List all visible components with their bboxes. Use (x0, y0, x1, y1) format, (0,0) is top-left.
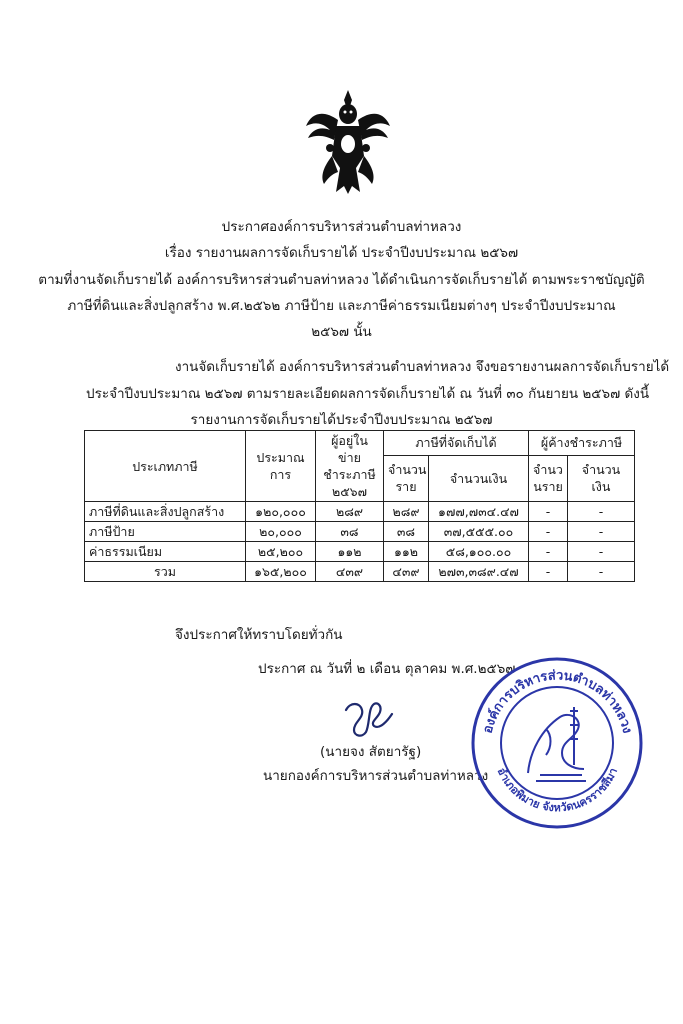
cell-payers: ๓๘ (316, 522, 384, 542)
seal-bottom-text: อำเภอพิมาย จังหวัดนครราชสีมา (494, 765, 621, 815)
cell-tax-type: ภาษีที่ดินและสิ่งปลูกสร้าง (85, 502, 246, 522)
announcement-date: ประกาศ ณ วันที่ ๒ เดือน ตุลาคม พ.ศ.๒๕๖๗ (258, 661, 516, 677)
header-payers: ผู้อยู่ในข่าย ชำระภาษี ๒๕๖๗ (316, 431, 384, 502)
signer-name: (นายจง สัตยารัฐ) (320, 744, 422, 760)
seal-emblem-icon (528, 707, 586, 781)
table-row (85, 542, 635, 562)
cell-count: ๓๘ (384, 522, 429, 542)
table-row (85, 522, 635, 542)
cell-count: ๒๘๙ (384, 502, 429, 522)
table-total-row (85, 562, 635, 582)
cell-total-out-amount: - (568, 562, 635, 582)
cell-payers: ๒๘๙ (316, 502, 384, 522)
seal-top-text: องค์การบริหารส่วนตำบลท่าหลวง (480, 668, 635, 735)
cell-amount: ๑๗๗,๗๓๔.๔๗ (429, 502, 529, 522)
garuda-emblem (300, 86, 396, 198)
header-collected-count: จำนวน ราย (384, 455, 429, 501)
cell-tax-type: ภาษีป้าย (85, 522, 246, 542)
cell-tax-type: ค่าธรรมเนียม (85, 542, 246, 562)
signature (340, 696, 396, 740)
revenue-table (84, 430, 635, 582)
table-row (85, 502, 635, 522)
cell-estimate: ๒๐,๐๐๐ (246, 522, 316, 542)
cell-out-amount: - (568, 502, 635, 522)
header-outstanding-amount: จำนวน เงิน (568, 455, 635, 501)
header-collected-amount: จำนวนเงิน (429, 455, 529, 501)
cell-total-estimate: ๑๖๕,๒๐๐ (246, 562, 316, 582)
cell-out-amount: - (568, 522, 635, 542)
cell-estimate: ๑๒๐,๐๐๐ (246, 502, 316, 522)
svg-text:อำเภอพิมาย จังหวัดนครราชสีมา (495, 766, 620, 815)
header-outstanding: ผู้ค้างชำระภาษี (529, 431, 635, 456)
cell-amount: ๓๗,๕๕๕.๐๐ (429, 522, 529, 542)
official-seal (470, 655, 645, 830)
intro-line-3: ๒๕๖๗ นั้น (311, 324, 372, 340)
cell-amount: ๕๘,๑๐๐.๐๐ (429, 542, 529, 562)
cell-out-count: - (529, 502, 568, 522)
header-tax-type: ประเภทภาษี (85, 431, 246, 502)
cell-total-out-count: - (529, 562, 568, 582)
header-estimate: ประมาณ การ (246, 431, 316, 502)
body-paragraph-line-2: ประจำปีงบประมาณ ๒๕๖๗ ตามรายละเอียดผลการจัดเก็บรายได้ ณ วันที่ ๓๐ กันยายน ๒๕๖๗ ดังนี้ (86, 386, 650, 402)
header-collected: ภาษีที่จัดเก็บได้ (384, 431, 529, 456)
announcement-subject: เรื่อง รายงานผลการจัดเก็บรายได้ ประจำปีงบประมาณ ๒๕๖๗ (164, 245, 519, 261)
cell-count: ๑๑๒ (384, 542, 429, 562)
cell-payers: ๑๑๒ (316, 542, 384, 562)
intro-line-2: ภาษีที่ดินและสิ่งปลูกสร้าง พ.ศ.๒๕๖๒ ภาษีป้าย และภาษีค่าธรรมเนียมต่างๆ ประจำปีงบประมาณ (67, 298, 616, 314)
intro-line-1: ตามที่งานจัดเก็บรายได้ องค์การบริหารส่วนตำบลท่าหลวง ได้ดำเนินการจัดเก็บรายได้ ตามพระราชบัญญัติ (38, 272, 645, 288)
cell-out-count: - (529, 522, 568, 542)
announcement-title: ประกาศองค์การบริหารส่วนตำบลท่าหลวง (221, 219, 462, 235)
cell-estimate: ๒๕,๒๐๐ (246, 542, 316, 562)
cell-total-amount: ๒๗๓,๓๘๙.๔๗ (429, 562, 529, 582)
cell-total-payers: ๔๓๙ (316, 562, 384, 582)
cell-out-amount: - (568, 542, 635, 562)
cell-total-count: ๔๓๙ (384, 562, 429, 582)
cell-out-count: - (529, 542, 568, 562)
header-outstanding-count: จำนว นราย (529, 455, 568, 501)
table-caption: รายงานการจัดเก็บรายได้ประจำปีงบประมาณ ๒๕๖๗ (190, 412, 493, 428)
table-header-row (85, 431, 635, 456)
body-paragraph-line-1: งานจัดเก็บรายได้ องค์การบริหารส่วนตำบลท่าหลวง จึงขอรายงานผลการจัดเก็บรายได้ (175, 359, 670, 375)
announce-text: จึงประกาศให้ทราบโดยทั่วกัน (175, 627, 343, 643)
signer-title: นายกองค์การบริหารส่วนตำบลท่าหลวง (263, 768, 489, 784)
cell-total-label: รวม (85, 562, 246, 582)
